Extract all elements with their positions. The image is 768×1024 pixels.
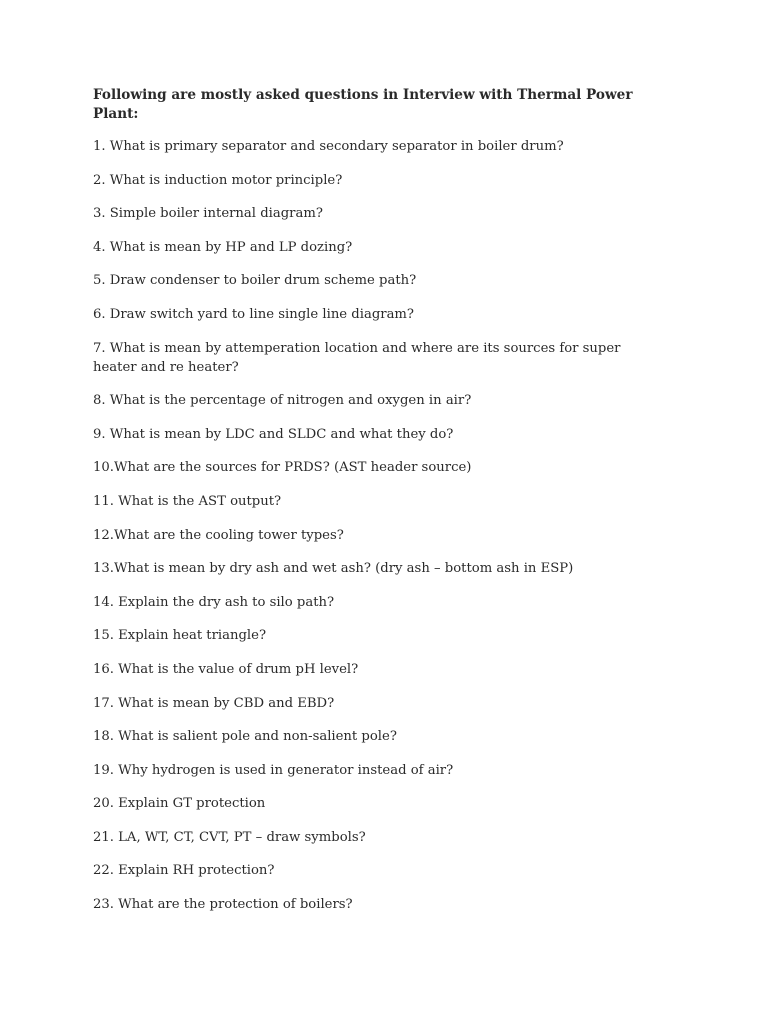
- question-list: [93, 137, 668, 914]
- question-item: 10.What are the sources for PRDS? (AST header source): [93, 460, 472, 476]
- question-item: 13.What is mean by dry ash and wet ash? (dry ash – bottom ash in ESP): [93, 561, 574, 577]
- document-page: [93, 86, 668, 929]
- document-heading: Following are mostly asked questions in Interview with Thermal Power Plant:: [93, 87, 633, 122]
- question-item: 1. What is primary separator and secondary separator in boiler drum?: [93, 139, 564, 154]
- question-item: 12.What are the cooling tower types?: [93, 527, 344, 543]
- question-item: 6. Draw switch yard to line single line diagram?: [93, 306, 415, 322]
- question-item: 23. What are the protection of boilers?: [93, 897, 353, 913]
- question-item: 14. Explain the dry ash to silo path?: [93, 594, 335, 610]
- question-item: 19. Why hydrogen is used in generator instead of air?: [93, 762, 454, 778]
- question-item: 22. Explain RH protection?: [93, 863, 275, 879]
- question-item: 9. What is mean by LDC and SLDC and what they do?: [93, 426, 454, 442]
- question-item: 11. What is the AST output?: [93, 493, 282, 509]
- question-item: 16. What is the value of drum pH level?: [93, 661, 359, 677]
- question-item: 8. What is the percentage of nitrogen and oxygen in air?: [93, 393, 472, 409]
- question-item: 20. Explain GT protection: [93, 796, 266, 812]
- question-item: 21. LA, WT, CT, CVT, PT – draw symbols?: [93, 829, 366, 845]
- question-item: 5. Draw condenser to boiler drum scheme path?: [93, 273, 417, 289]
- question-item: 2. What is induction motor principle?: [93, 172, 343, 188]
- question-item: 17. What is mean by CBD and EBD?: [93, 695, 335, 711]
- question-item: 4. What is mean by HP and LP dozing?: [93, 239, 353, 255]
- question-item: 3. Simple boiler internal diagram?: [93, 206, 323, 222]
- question-item: 18. What is salient pole and non-salient pole?: [93, 729, 397, 745]
- question-item: 15. Explain heat triangle?: [93, 628, 267, 644]
- question-item: 7. What is mean by attemperation location and where are its sources for super heater and re heater?: [93, 340, 621, 375]
